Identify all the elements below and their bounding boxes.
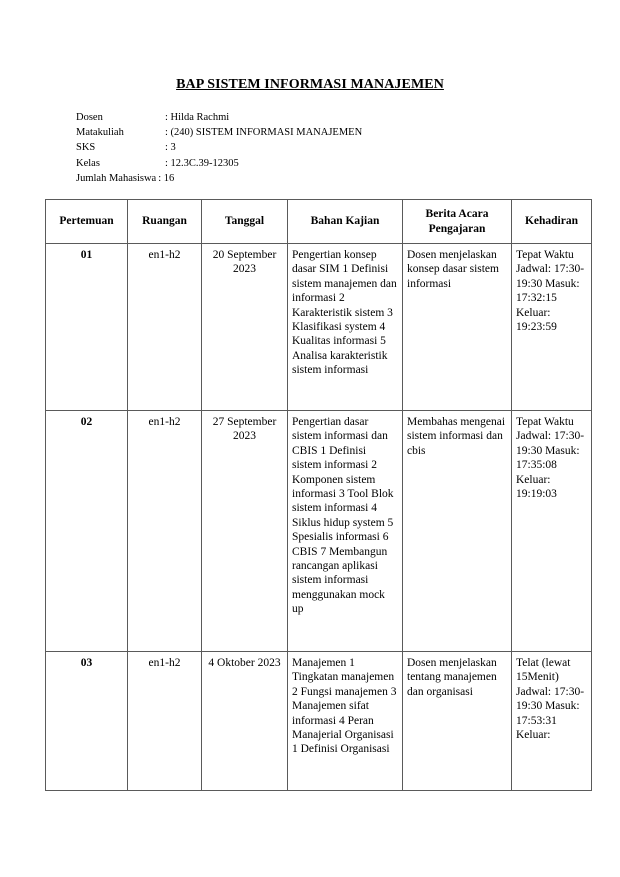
cell-ruangan: en1-h2 xyxy=(128,244,202,411)
info-row-jumlah xyxy=(76,171,362,186)
document-title: BAP SISTEM INFORMASI MANAJEMEN xyxy=(176,77,444,92)
table-row xyxy=(46,411,592,652)
kelas-label: Kelas xyxy=(76,157,100,169)
table-row xyxy=(46,244,592,411)
table-header-row xyxy=(46,200,592,244)
info-row-dosen xyxy=(76,110,362,125)
table-row xyxy=(46,652,592,791)
cell-pertemuan: 01 xyxy=(46,244,128,411)
cell-kehadiran: Tepat Waktu Jadwal: 17:30-19:30 Masuk: 17:35:08 Keluar: 19:19:03 xyxy=(512,411,592,652)
cell-tanggal: 4 Oktober 2023 xyxy=(202,652,288,791)
cell-bahan-kajian: Pengertian konsep dasar SIM 1 Definisi sistem manajemen dan informasi 2 Karakteristik sistem 3 Klasifikasi system 4 Kualitas informasi 5 Analisa karakteristik sistem informasi xyxy=(288,244,403,411)
cell-bahan-kajian: Manajemen 1 Tingkatan manajemen 2 Fungsi manajemen 3 Manajemen sifat informasi 4 Peran Manajerial Organisasi 1 Definisi Organisasi xyxy=(288,652,403,791)
cell-berita-acara: Dosen menjelaskan tentang manajemen dan organisasi xyxy=(403,652,512,791)
dosen-label: Dosen xyxy=(76,112,103,123)
bap-table xyxy=(45,199,592,791)
cell-ruangan: en1-h2 xyxy=(128,411,202,652)
header-tanggal: Tanggal xyxy=(202,200,288,244)
header-ruangan: Ruangan xyxy=(128,200,202,244)
cell-kehadiran: Tepat Waktu Jadwal: 17:30-19:30 Masuk: 17:32:15 Keluar: 19:23:59 xyxy=(512,244,592,411)
cell-ruangan: en1-h2 xyxy=(128,652,202,791)
cell-pertemuan: 02 xyxy=(46,411,128,652)
header-kehadiran: Kehadiran xyxy=(512,200,592,244)
kelas-value: : 12.3C.39-12305 xyxy=(165,157,239,169)
cell-pertemuan: 03 xyxy=(46,652,128,791)
cell-bahan-kajian: Pengertian dasar sistem informasi dan CBIS 1 Definisi sistem informasi 2 Komponen sistem informasi 3 Tool Blok sistem informasi 4 Siklus hidup system 5 Spesialis informasi 6 CBIS 7 Membangun rancangan aplikasi sistem informasi menggunakan mock up xyxy=(288,411,403,652)
info-row-matakuliah xyxy=(76,125,362,140)
cell-tanggal: 27 September 2023 xyxy=(202,411,288,652)
info-row-kelas xyxy=(76,156,362,171)
header-bahan-kajian: Bahan Kajian xyxy=(288,200,403,244)
course-info xyxy=(76,110,362,186)
jumlah-value: : 16 xyxy=(158,172,175,184)
cell-tanggal: 20 September 2023 xyxy=(202,244,288,411)
header-berita-acara: Berita Acara Pengajaran xyxy=(403,200,512,244)
sks-value: : 3 xyxy=(165,142,176,154)
cell-berita-acara: Dosen menjelaskan konsep dasar sistem informasi xyxy=(403,244,512,411)
sks-label: SKS xyxy=(76,142,96,154)
info-row-sks xyxy=(76,140,362,155)
matakuliah-label: Matakuliah xyxy=(76,127,124,139)
cell-berita-acara: Membahas mengenai sistem informasi dan cbis xyxy=(403,411,512,652)
dosen-value: : Hilda Rachmi xyxy=(165,112,230,123)
jumlah-label: Jumlah Mahasiswa xyxy=(76,172,157,184)
cell-kehadiran: Telat (lewat 15Menit) Jadwal: 17:30-19:30 Masuk: 17:53:31 Keluar: xyxy=(512,652,592,791)
matakuliah-value: : (240) SISTEM INFORMASI MANAJEMEN xyxy=(165,127,363,139)
header-pertemuan: Pertemuan xyxy=(46,200,128,244)
